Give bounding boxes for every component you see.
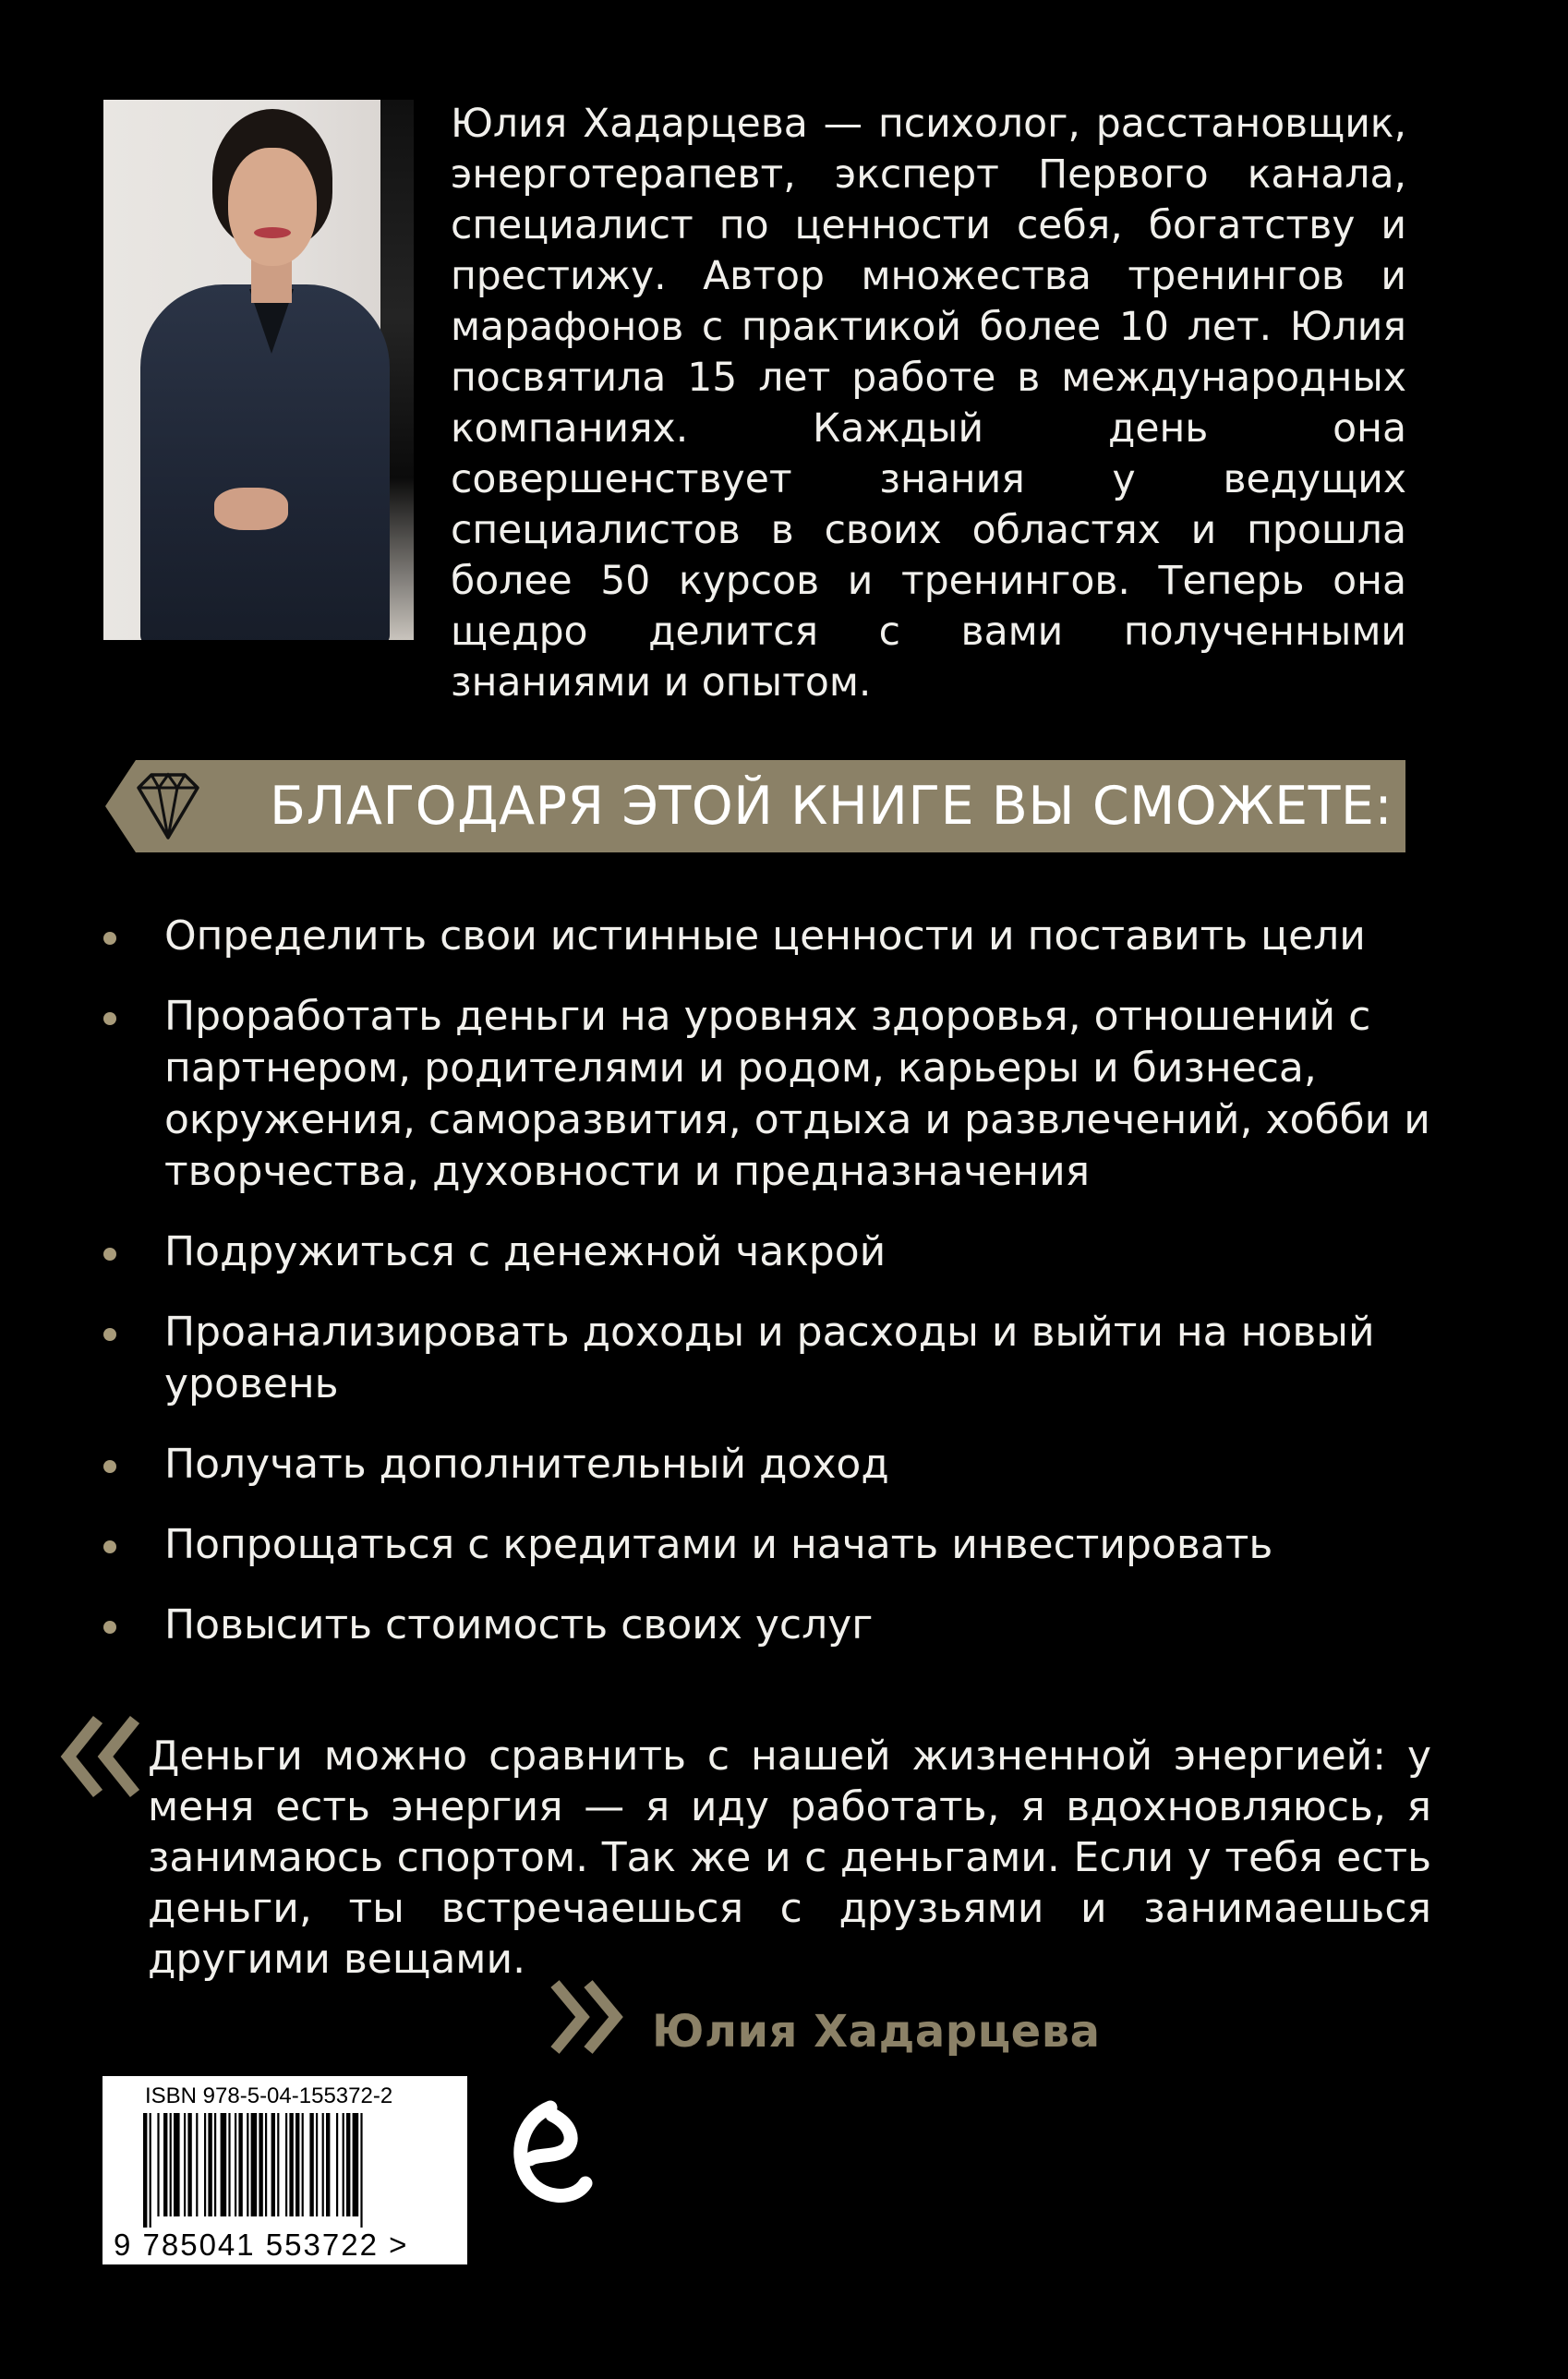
bullet-icon: [103, 1460, 116, 1473]
isbn-label: ISBN 978-5-04-155372-2: [145, 2083, 393, 2108]
benefit-item: [102, 1519, 1431, 1571]
close-quote-icon: [548, 1978, 625, 2056]
benefit-text: Определить свои истинные ценности и поставить цели: [164, 912, 1366, 960]
bullet-icon: [103, 1012, 116, 1025]
quote-author: Юлия Хадарцева: [652, 2006, 1101, 2058]
banner-title: БЛАГОДАРЯ ЭТОЙ КНИГЕ ВЫ СМОЖЕТЕ:: [218, 760, 1405, 852]
bullet-icon: [103, 1540, 116, 1553]
benefit-text: Проработать деньги на уровнях здоровья, отношений с партнером, родителями и родом, карьеры и бизнеса, окружения, саморазвития, отдыха и развлечений, хобби и творчества, духовности и предназначения: [164, 993, 1430, 1195]
bullet-icon: [103, 932, 116, 945]
benefit-text: Подружиться с денежной чакрой: [164, 1228, 887, 1275]
benefit-item: [102, 911, 1431, 962]
benefit-item: [102, 1439, 1431, 1491]
benefit-text: Проанализировать доходы и расходы и выйти на новый уровень: [164, 1309, 1375, 1407]
publisher-logo-icon: [506, 2098, 595, 2218]
benefits-list: [102, 911, 1431, 1680]
diamond-icon: [122, 769, 214, 843]
benefit-item: [102, 991, 1431, 1198]
bullet-icon: [103, 1248, 116, 1261]
benefit-item: [102, 1600, 1431, 1651]
author-photo: [103, 100, 414, 640]
benefit-text: Попрощаться с кредитами и начать инвестировать: [164, 1521, 1273, 1568]
benefit-item: [102, 1307, 1431, 1410]
quote-text: Деньги можно сравнить с нашей жизненной энергией: у меня есть энергия — я иду работать, я вдохновляюсь, я занимаюсь спортом. Так же и с деньгами. Если у тебя есть деньги, ты встречаешься с друзьями и занимаешься другими вещами.: [148, 1733, 1431, 1983]
isbn-digits: 9 785041 553722 >: [114, 2228, 409, 2262]
benefit-item: [102, 1226, 1431, 1278]
benefit-text: Повысить стоимость своих услуг: [164, 1601, 874, 1648]
bullet-icon: [103, 1328, 116, 1341]
barcode-icon: [143, 2113, 429, 2228]
benefit-text: Получать дополнительный доход: [164, 1441, 889, 1488]
open-quote-icon: [57, 1714, 142, 1799]
bullet-icon: [103, 1621, 116, 1634]
isbn-barcode: [103, 2076, 467, 2264]
author-bio: Юлия Хадарцева — психолог, расстановщик, энерготерапевт, эксперт Первого канала, специалист по ценности себя, богатству и престижу. Автор множества тренингов и марафонов с практикой более 10 лет. Юлия посвятила 15 лет работе в международных компаниях. Каждый день она совершенствует знания у ведущих специалистов в своих областях и прошла более 50 курсов и тренингов. Теперь она щедро делится с вами полученными знаниями и опытом.: [451, 102, 1406, 706]
